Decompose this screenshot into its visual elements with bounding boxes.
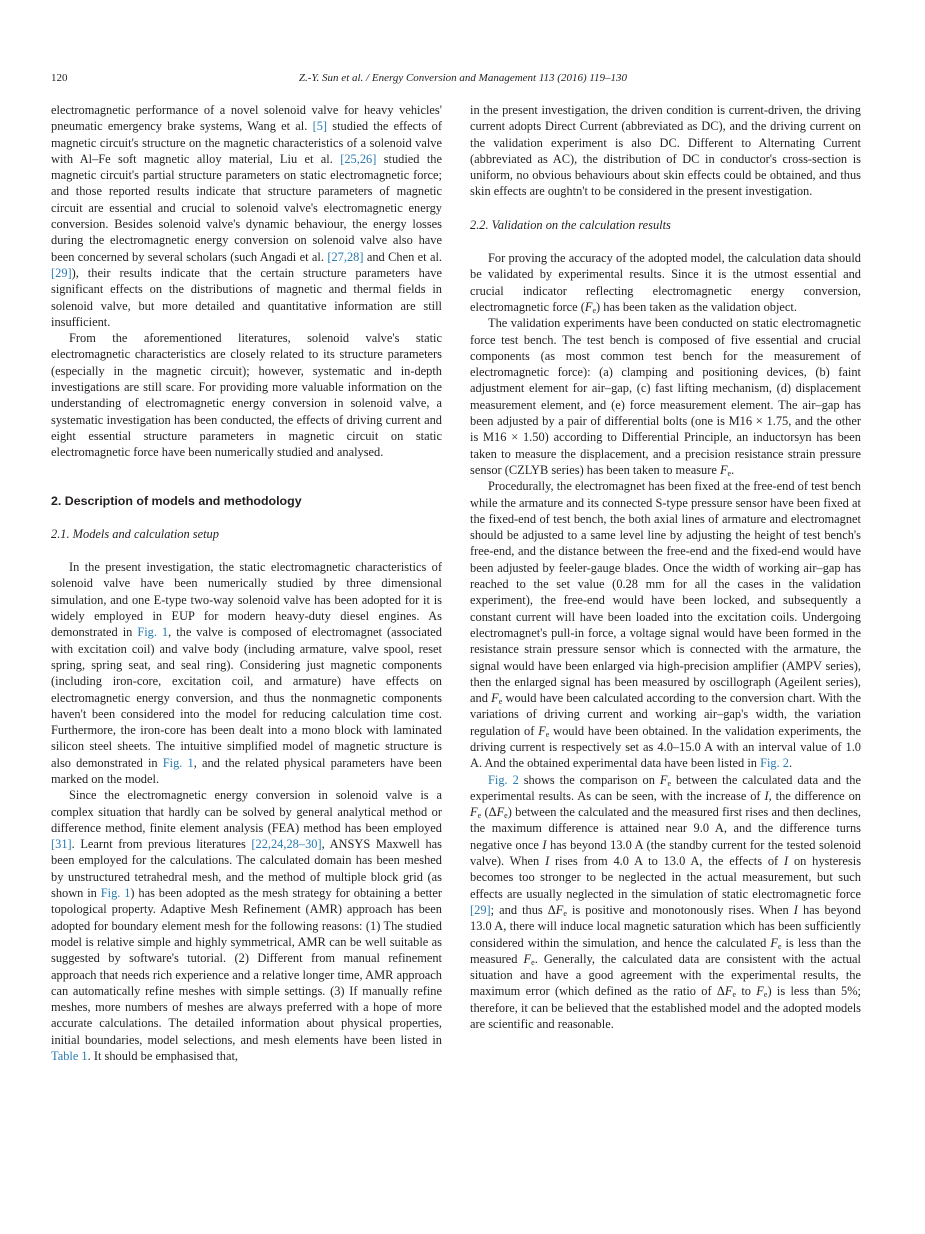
symbol: F xyxy=(523,951,532,966)
text: The validation experiments have been conducted on static electromagnetic force test bench. The test bench is composed of five essential and crucial components (as most common test bench for the measurement of electromagnetic force): (a) clamping and positioning devices, (b) faint adjustment element for air–gap, (c) fast lifting mechanism, (d) displacement measurement element, and (e) force measurement element. The air–gap has been adjusted by a pair of differential bolts (one is M16 × 1.75, and the other is M16 × 1.50) according to Differential Principle, an inductorsyn has been taken to measure the displacement, and a precision resistance strain pressure sensor (CZLYB series) has been taken to measure xyxy=(470,316,861,477)
subscript: e xyxy=(498,697,503,707)
table-link[interactable]: Table 1 xyxy=(51,1049,88,1064)
figure-link[interactable]: Fig. 1 xyxy=(162,755,194,770)
text: between the calculated data and the experimental results. As can be seen, with the increase of xyxy=(470,772,862,803)
text: . xyxy=(788,756,793,771)
text: would have been calculated according to the conversion chart. With the variations of driving current and working air–gap's width, the variation regulation of xyxy=(470,691,861,738)
paragraph-comparison xyxy=(470,772,861,1033)
text: (Δ xyxy=(481,805,497,820)
text: is positive and monotonously rises. When xyxy=(566,902,794,917)
text: is less than the measured xyxy=(470,935,861,966)
text: ), their results indicate that the certain structure parameters have significant effects on the distributions of magnetic and thermal fields in solenoid valve, but more detailed and quantitative information are still insufficient. xyxy=(51,265,442,329)
text: For proving the accuracy of the adopted model, the calculation data should be validated by experimental results. Since it is the utmost essential and crucial indicator reflecting electromagnetic energy conversion, electromagnetic force ( xyxy=(470,251,861,314)
text: . It should be emphasised that, xyxy=(87,1049,239,1064)
text: electromagnetic performance of a novel solenoid valve for heavy vehicles' pneumatic emergency brake systems, Wang et al. xyxy=(51,103,442,134)
subsection-heading: 2.1. Models and calculation setup xyxy=(51,526,219,541)
text: rises from 4.0 A to 13.0 A, the effects of xyxy=(549,854,784,869)
text: has beyond 13.0 A, there will induce local magnetic saturation which has been sufficiently considered within the simulation, and hence the calculated xyxy=(470,902,862,950)
text: ; and thus Δ xyxy=(490,902,556,917)
text: Since the electromagnetic energy conversion in solenoid valve is a complex situation that hardly can be solved by general analytical method or difference method, finite element analysis (FEA) method has been employed xyxy=(51,788,442,835)
text: . xyxy=(731,462,735,477)
text: ) is less than 5%; therefore, it can be believed that the established model and the adopted models are scientific and reasonable. xyxy=(470,984,861,1032)
subscript: e xyxy=(727,468,732,478)
symbol: F xyxy=(756,984,764,999)
paragraph-fea xyxy=(51,787,442,1064)
subscript: e xyxy=(545,729,550,739)
citation-link[interactable]: [22,24,28–30] xyxy=(251,837,322,852)
figure-link[interactable]: Fig. 2 xyxy=(488,772,519,787)
text: , ANSYS Maxwell has been employed for the calculations. The calculated domain has been meshed by unstructured tetrahedral mesh, and the method of multiple block grid (as shown in xyxy=(51,837,442,901)
text: ) between the calculated and the measured first rises and then declines, the maximum difference is attained near 9.0 A, and the difference turns negative once xyxy=(470,805,861,852)
subscript: e xyxy=(563,908,567,918)
text: , the difference on xyxy=(768,788,861,803)
text: , the valve is composed of electromagnet (associated with excitation coil) and valve body (including armature, valve spool, reset spring, spring seat, and seal ring). Considering just magnetic components (including iron-core, excitation coil, and armature) have effects on electromagnetic energy conversion, and thus the nonmagnetic components haven't been considered into the model for reducing calculation time cost. Furthermore, the iron-core has been dealt into a mono block with laminated silicon steel sheets. The intuitive simplified model of magnetic structure is also demonstrated in xyxy=(51,625,443,770)
citation-link[interactable]: [29] xyxy=(470,902,491,917)
text: In the present investigation, the static electromagnetic characteristics of solenoid valve have been numerically studied by three dimensional simulation, and one E-type two-way solenoid valve has been adopted for it is widely employed in EUP for modern heavy-duty diesel engines. As demonstrated in xyxy=(51,560,442,640)
text: shows the comparison on xyxy=(518,772,660,787)
paragraph-validation-object xyxy=(470,250,861,315)
figure-link[interactable]: Fig. 1 xyxy=(137,625,169,640)
symbol: I xyxy=(793,902,798,917)
section-heading: 2. Description of models and methodology xyxy=(51,493,302,508)
text: , and the related physical parameters have been marked on the model. xyxy=(51,755,442,786)
text: studied the magnetic circuit's partial structure parameters on static electromagnetic force; and those reported results indicate that structure parameters of magnetic circuit are essential and crucial to solenoid valve's electromagnetic energy conversion. Besides solenoid valve's dynamic behaviour, the energy losses during the electromagnetic energy conversion on solenoid valve also have been concerned by several scholars (such Angadi et al. xyxy=(51,151,442,264)
symbol: I xyxy=(542,837,547,852)
symbol: F xyxy=(470,805,478,820)
page-number: 120 xyxy=(51,72,68,84)
text: . Generally, the calculated data are consistent with the actual situation and have a good agreement with the experimental results, the maximum error (which defined as the ratio of Δ xyxy=(470,951,861,999)
subscript: e xyxy=(777,941,782,951)
journal-reference: Z.-Y. Sun et al. / Energy Conversion and Management 113 (2016) 119–130 xyxy=(298,72,628,84)
text: studied the effects of magnetic circuit's structure on the magnetic characteristics of a solenoid valve with Al–Fe soft magnetic alloy material, Liu et al. xyxy=(51,119,443,166)
text: on hysteresis becomes too stronger to be neglected in the actual measurement, but such effects are usually neglected in the simulation of static electromagnetic force xyxy=(470,854,862,901)
subscript: e xyxy=(763,990,768,1000)
paragraph-intro-continued xyxy=(51,102,442,330)
text: would have been obtained. In the validation experiments, the driving current is respectively set as 4.0–15.0 A with an interval value of 1.0 A. And the obtained experimental data have been listed in xyxy=(470,723,861,771)
figure-link[interactable]: Fig. 2 xyxy=(760,756,789,771)
citation-link[interactable]: [31] xyxy=(51,837,72,852)
symbol: F xyxy=(491,691,499,706)
symbol: F xyxy=(584,299,593,314)
symbol: I xyxy=(545,854,550,869)
subscript: e xyxy=(504,811,508,821)
symbol: I xyxy=(783,854,789,869)
citation-link[interactable]: [29] xyxy=(51,265,72,280)
text: ) has been taken as the validation object. xyxy=(596,299,797,314)
paragraph-dc-continued: in the present investigation, the driven condition is current-driven, the driving current adopts Direct Current (abbreviated as DC), and the driving current on the validation experiment is also DC. Different to Alternating Current (abbreviated as AC), the distribution of DC in conductor's cross-section is uniform, no obvious behaviours about skin effects could be obtained, and thus skin effects are oughtn't to be considered in the present investigation. xyxy=(470,103,861,199)
subscript: e xyxy=(531,957,535,967)
subscript: e xyxy=(477,811,482,821)
symbol: F xyxy=(724,984,733,999)
symbol: F xyxy=(770,935,778,950)
paragraph-test-bench xyxy=(470,315,861,478)
citation-link[interactable]: [5] xyxy=(312,119,328,134)
running-head xyxy=(51,72,875,88)
subscript: e xyxy=(667,778,671,788)
citation-link[interactable]: [25,26] xyxy=(340,151,377,166)
text: has beyond 13.0 A (the standby current for the tested solenoid valve). When xyxy=(470,837,861,869)
right-column xyxy=(470,102,861,1032)
text: ) has been adopted as the mesh strategy for obtaining a better topological property. Adaptive Mesh Refinement (AMR) approach has been adopted for boundary element mesh for the following reasons: (1) The studied model is relative simple and highly symmetrical, AMR can be well suitable as suggested by software's tutorial. (2) Different from manual refinement approach that needs rich experience and a relative longer time, AMR approach can automatically refine meshes with simple settings. (3) If manually refine meshes, more numbers of meshes are always preferred with a hope of more accurate calculations. The detailed information about physical properties, initial boundaries, model selections, and mesh elements have been listed in xyxy=(51,886,442,1047)
figure-link[interactable]: Fig. 1 xyxy=(100,886,131,901)
text: to xyxy=(736,984,757,999)
symbol: I xyxy=(764,788,769,803)
symbol: F xyxy=(538,723,546,738)
paragraph-procedure xyxy=(470,478,861,771)
left-column xyxy=(51,102,442,1064)
subsection-heading-validation: 2.2. Validation on the calculation results xyxy=(470,217,671,232)
subscript: e xyxy=(592,305,597,315)
symbol: F xyxy=(496,805,505,820)
symbol: F xyxy=(719,462,728,477)
citation-link[interactable]: [27,28] xyxy=(327,249,364,264)
text: and Chen et al. xyxy=(363,249,442,264)
subscript: e xyxy=(732,990,737,1000)
symbol: F xyxy=(659,772,668,787)
paragraph-models xyxy=(51,559,442,787)
symbol: F xyxy=(555,902,564,917)
paragraph-aforementioned: From the aforementioned literatures, solenoid valve's static electromagnetic characteristics are closely related to its structure parameters (especially in the magnetic circuit); however, systematic and in-depth investigations are still scare. For providing more valuable information on the understanding of electromagnetic energy conversion in solenoid valve, a systematic investigation has been conducted, the effects of driving current and eight essential structure parameters in magnetic circuit on static electromagnetic force have been numerically studied and analysed. xyxy=(51,331,442,460)
text: Procedurally, the electromagnet has been fixed at the free-end of test bench while the armature and its connected S-type pressure sensor have been fixed at the fixed-end of test bench, the both axial lines of armature and electromagnet should be adjusted to a same level line by adjusting the height of test bench's free-end, and the distance between the free-end and the fixed-end would have been adjusted by feeler-gauge blades. Once the width of working air–gap has reached to the set value (0.28 mm for all the cases in the validation experiment), the free-end would have been locked, and subsequently a constant current will have been loaded into the excitation coils. Undergoing electromagnet's pull-in force, a voltage signal would have been formed in the resistance strain pressure sensor which is connected with the armature, the signal would have been enlarged via high-precision amplifier (AMPV series), then the enlarged signal has been measured by oscillograph (Ageilent series), and xyxy=(470,479,861,706)
text: . Learnt from previous literatures xyxy=(71,837,252,852)
